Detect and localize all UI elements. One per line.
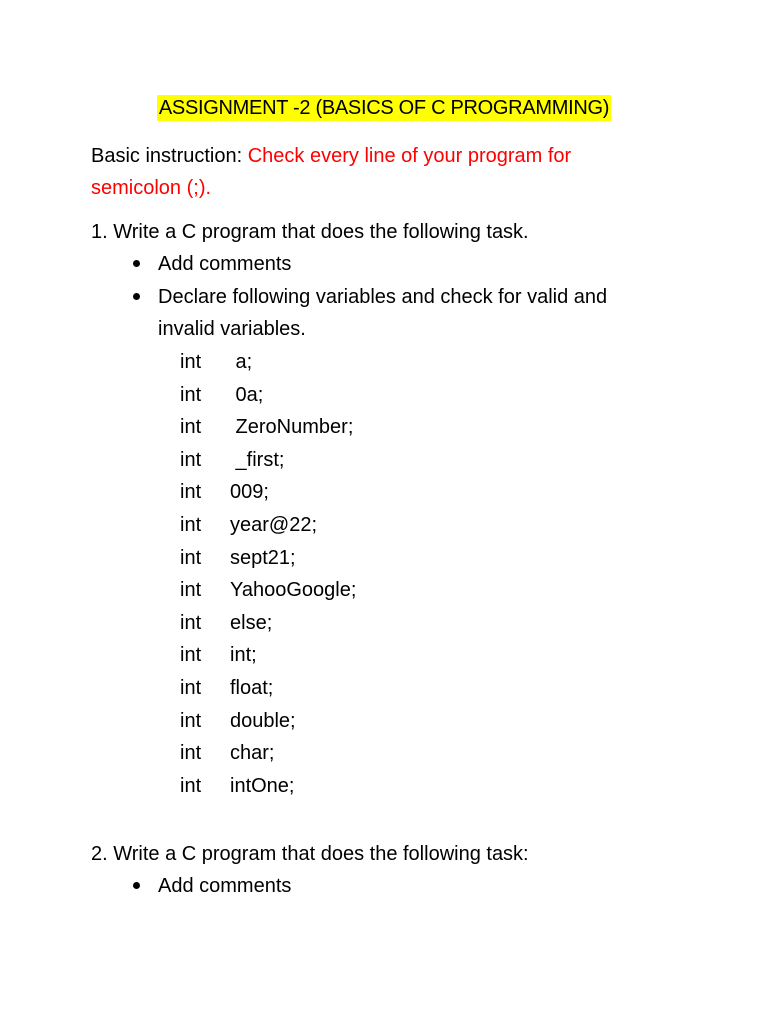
- q1-bullet-1-text: Add comments: [158, 253, 292, 275]
- declaration-line: [180, 346, 356, 379]
- declaration-type: int: [180, 742, 202, 765]
- title-row: [0, 95, 768, 121]
- declaration-line: [180, 411, 356, 444]
- declaration-line: [180, 639, 356, 672]
- declaration-name: ZeroNumber;: [230, 416, 354, 439]
- declaration-line: [180, 737, 356, 770]
- declaration-type: int: [180, 383, 202, 406]
- declaration-name: float;: [230, 676, 274, 699]
- declaration-line: [180, 770, 356, 803]
- q1-bullet-1: [133, 248, 155, 280]
- declaration-name: else;: [230, 611, 273, 634]
- declaration-type: int: [180, 709, 202, 732]
- declaration-type: int: [180, 448, 202, 471]
- declaration-name: double;: [230, 709, 296, 732]
- q1-bullet-2-text: Declare following variables and check for valid and invalid variables.: [158, 286, 608, 340]
- declaration-name: char;: [230, 742, 275, 765]
- declaration-line: [180, 705, 356, 738]
- instruction-highlight: Check every line of your program for semicolon (;).: [91, 145, 572, 199]
- declaration-type: int: [180, 774, 202, 797]
- declaration-type: int: [180, 676, 202, 699]
- declaration-name: sept21;: [230, 546, 296, 569]
- bullet-dot-icon: [133, 882, 140, 889]
- assignment-title: ASSIGNMENT -2 (BASICS OF C PROGRAMMING): [158, 97, 610, 119]
- declaration-type: int: [180, 611, 202, 634]
- declaration-type: int: [180, 513, 202, 536]
- declaration-line: [180, 672, 356, 705]
- declaration-line: [180, 607, 356, 640]
- instruction-label: Basic instruction:: [91, 145, 248, 167]
- q1-bullet-2: [133, 281, 155, 313]
- bullet-dot-icon: [133, 260, 140, 267]
- declaration-line: [180, 509, 356, 542]
- declaration-name: intOne;: [230, 774, 295, 797]
- declaration-line: [180, 476, 356, 509]
- declaration-type: int: [180, 644, 202, 667]
- declaration-line: [180, 444, 356, 477]
- bullet-dot-icon: [133, 293, 140, 300]
- declaration-type: int: [180, 546, 202, 569]
- declaration-name: YahooGoogle;: [230, 579, 357, 602]
- declaration-line: [180, 379, 356, 412]
- declaration-type: int: [180, 351, 202, 373]
- declaration-name: int;: [230, 644, 257, 667]
- question-2-heading: 2. Write a C program that does the following task:: [91, 843, 529, 865]
- declaration-name: 009;: [230, 481, 269, 504]
- declaration-type: int: [180, 481, 202, 504]
- declaration-type: int: [180, 416, 202, 439]
- declaration-list: [180, 346, 356, 802]
- q2-bullet-1-text: Add comments: [158, 875, 292, 897]
- declaration-line: [180, 574, 356, 607]
- declaration-name: 0a;: [230, 383, 264, 406]
- declaration-line: [180, 542, 356, 575]
- declaration-type: int: [180, 579, 202, 602]
- declaration-name: year@22;: [230, 513, 318, 536]
- declaration-name: a;: [230, 351, 253, 373]
- q2-bullet-1: [133, 870, 155, 902]
- declaration-name: _first;: [230, 448, 285, 471]
- question-1-heading: 1. Write a C program that does the following task.: [91, 221, 529, 243]
- basic-instruction: [91, 140, 651, 204]
